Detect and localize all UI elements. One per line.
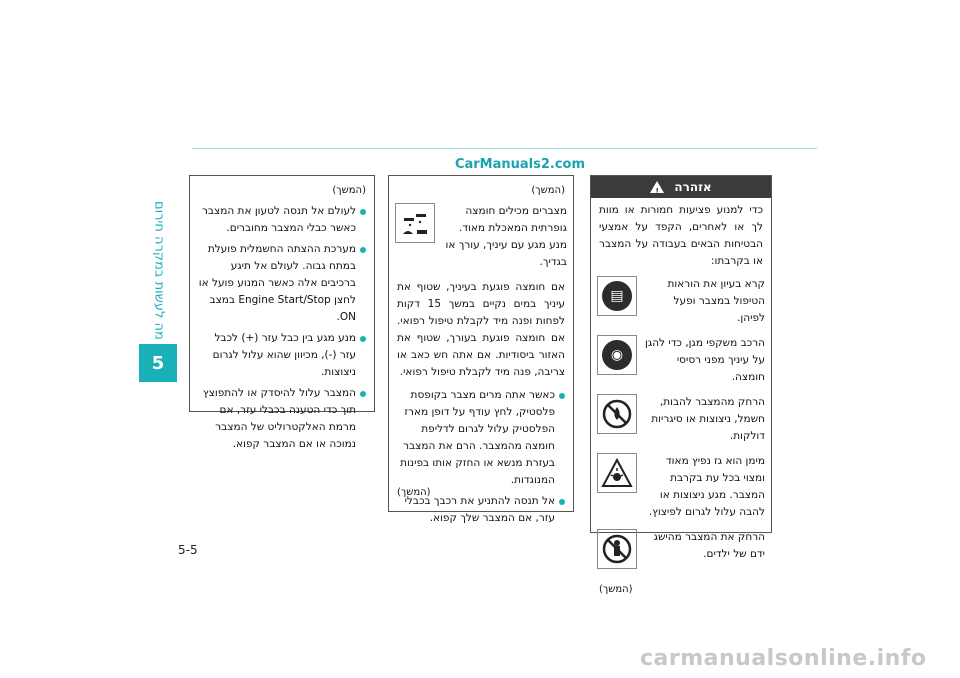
warning-item-text: הרחק את המצבר מהישג ידם של ילדים. <box>653 531 765 560</box>
warning-item <box>591 390 771 449</box>
left-bullet-list <box>190 203 374 453</box>
chapter-number-tab: 5 <box>139 344 177 382</box>
middle-bullet-list <box>389 387 573 527</box>
warning-title: אזהרה <box>674 179 712 194</box>
explosive-gas-icon <box>597 453 637 493</box>
continued-label: (המשך) <box>397 487 431 498</box>
warning-item-text: הרחק מהמצבר להבות, חשמל, ניצוצות או סיגריות דולקות. <box>651 396 765 442</box>
keep-children-away-icon <box>597 529 637 569</box>
book-icon: ▤ <box>597 276 637 316</box>
side-section-title: מה לעשות במקרה חירום <box>151 200 167 340</box>
list-item: המצבר עלול להיסדק או להתפוצץ תוך כדי הטענה בכבלי עזר, אם מרמת האלקטרוליט של המצבר נמוכה או אם המצבר קפוא. <box>198 385 366 453</box>
corrosive-acid-icon <box>395 203 435 243</box>
top-divider <box>192 148 817 149</box>
list-item: כאשר אתה מרים מצבר בקופסת פלסטיק, לחץ עודף על דופן מארז הפלסטיק עלול לגרום לדליפת חומצה מהמצבר. הרם את המצבר בעזרת מנשא או החזק אותו בפינות המנוגדות. <box>397 387 565 489</box>
warning-item-text: מימן הוא גז נפיץ מאוד ומצוי בכל עת בקרבת המצבר. מגע ניצוצות או להבה עלול לגרום לפיצוץ. <box>648 455 765 518</box>
continued-label: (המשך) <box>332 185 366 196</box>
warning-item <box>591 272 771 331</box>
continued-label: (המשך) <box>599 584 633 595</box>
warning-item <box>591 525 771 577</box>
watermark-top: CarManuals2.com <box>454 157 586 172</box>
middle-box <box>388 175 574 524</box>
acid-first-aid-paragraph: אם חומצה פוגעת בעיניך, שטוף את עיניך במים נקיים במשך 15 דקות לפחות ופנה מיד לקבלת טיפול רפואי. אם חומצה פוגעת בעורך, שטוף את האזור ביסודיות. אם אתה חש כאב או צריבה, פנה מיד לקבלת טיפול רפואי. <box>397 281 565 378</box>
warning-box <box>590 175 772 595</box>
list-item: לעולם אל תנסה לטעון את המצבר כאשר כבלי המצבר מחוברים. <box>198 203 366 237</box>
left-box <box>189 175 375 450</box>
list-item: מערכת ההצתה החשמלית פועלת במתח גבוה. לעולם אל תיגע ברכיבים אלה כאשר המנוע פועל או לחצן Engine Start/Stop במצב ON. <box>198 241 366 326</box>
warning-intro: כדי למנוע פציעות חמורות או מוות לך או לאחרים, הקפד על אמצעי הבטיחות הבאים בעבודה על המצבר או בקרבתו: <box>599 204 763 267</box>
list-item: אל תנסה להתניע את רכבך בכבלי עזר, אם המצבר שלך קפוא. <box>397 493 565 527</box>
no-flame-icon <box>597 394 637 434</box>
warning-item-text: הרכב משקפי מגן, כדי להגן על עיניך מפני רסיסי חומצה. <box>645 337 765 383</box>
warning-item-text: קרא בעיון את הוראות הטיפול במצבר ופעל לפיהן. <box>667 278 765 324</box>
watermark-bottom: carmanualsonline.info <box>640 646 927 671</box>
page-number: 5-5 <box>178 543 198 557</box>
continued-label: (המשך) <box>531 185 565 196</box>
warning-item <box>591 331 771 390</box>
warning-triangle-icon: ! <box>650 181 664 193</box>
face-shield-icon: ◉ <box>597 335 637 375</box>
acid-warning-text: מצברים מכילים חומצה גופרתית המאכלת מאוד. מנע מגע עם עיניך, עורך או בגדיך. <box>445 205 567 268</box>
acid-warning <box>389 199 573 275</box>
list-item: מנע מגע בין כבל עזר (+) לכבל עזר (-), מכיוון שהוא עלול לגרום ניצוצות. <box>198 330 366 381</box>
warning-header <box>591 176 771 198</box>
warning-item <box>591 449 771 525</box>
